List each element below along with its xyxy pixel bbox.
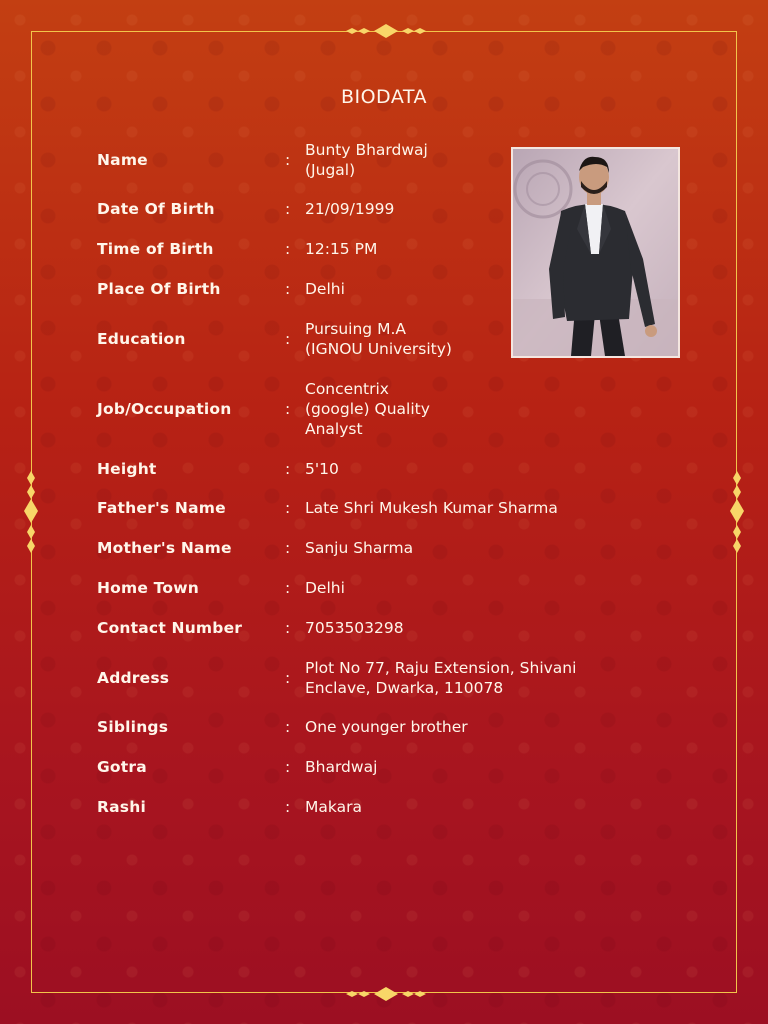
field-value: Pursuing M.A (IGNOU University) [305, 320, 452, 358]
field-separator: : [285, 460, 291, 478]
field-separator: : [285, 669, 291, 687]
field-value: Concentrix (google) Quality Analyst [305, 380, 430, 438]
field-label: Name [97, 151, 148, 169]
field-value: One younger brother [305, 718, 468, 736]
field-separator: : [285, 718, 291, 736]
field-row-gotra [97, 757, 597, 777]
right-ornament-icon [728, 469, 746, 555]
field-value: Delhi [305, 579, 345, 597]
field-separator: : [285, 200, 291, 218]
field-label: Contact Number [97, 619, 243, 637]
field-value: Makara [305, 798, 362, 816]
field-separator: : [285, 499, 291, 517]
field-label: Gotra [97, 758, 147, 776]
field-separator: : [285, 579, 291, 597]
field-row-job-occupation [97, 379, 597, 439]
field-value: Sanju Sharma [305, 539, 414, 557]
field-row-fathers-name [97, 498, 597, 518]
field-separator: : [285, 619, 291, 637]
top-ornament-icon [334, 21, 434, 41]
field-row-rashi [97, 797, 597, 817]
field-label: Job/Occupation [97, 400, 232, 418]
document-title: BIODATA [340, 86, 428, 108]
field-label: Date Of Birth [97, 200, 215, 218]
field-value: 12:15 PM [305, 240, 378, 258]
field-value: Bhardwaj [305, 758, 378, 776]
field-separator: : [285, 280, 291, 298]
field-separator: : [285, 240, 291, 258]
field-label: Height [97, 460, 157, 478]
field-value: 21/09/1999 [305, 200, 395, 218]
field-value: Plot No 77, Raju Extension, Shivani Enclave, Dwarka, 110078 [305, 659, 577, 697]
field-label: Rashi [97, 798, 146, 816]
profile-photo [511, 147, 680, 358]
field-separator: : [285, 539, 291, 557]
field-value: Bunty Bhardwaj (Jugal) [305, 141, 428, 179]
field-row-address [97, 658, 597, 698]
field-label: Place Of Birth [97, 280, 221, 298]
field-label: Mother's Name [97, 539, 232, 557]
field-separator: : [285, 330, 291, 348]
field-row-height [97, 459, 597, 479]
left-ornament-icon [22, 469, 40, 555]
field-label: Education [97, 330, 186, 348]
field-value: Delhi [305, 280, 345, 298]
field-separator: : [285, 758, 291, 776]
field-label: Father's Name [97, 499, 226, 517]
field-label: Address [97, 669, 170, 687]
field-row-siblings [97, 717, 597, 737]
field-separator: : [285, 798, 291, 816]
field-row-home-town [97, 578, 597, 598]
field-label: Siblings [97, 718, 169, 736]
field-row-mothers-name [97, 538, 597, 558]
field-separator: : [285, 151, 291, 169]
field-value: Late Shri Mukesh Kumar Sharma [305, 499, 558, 517]
bottom-ornament-icon [334, 984, 434, 1004]
field-label: Time of Birth [97, 240, 214, 258]
field-label: Home Town [97, 579, 199, 597]
field-row-contact-number [97, 618, 597, 638]
field-value: 7053503298 [305, 619, 404, 637]
field-value: 5'10 [305, 460, 339, 478]
field-separator: : [285, 400, 291, 418]
